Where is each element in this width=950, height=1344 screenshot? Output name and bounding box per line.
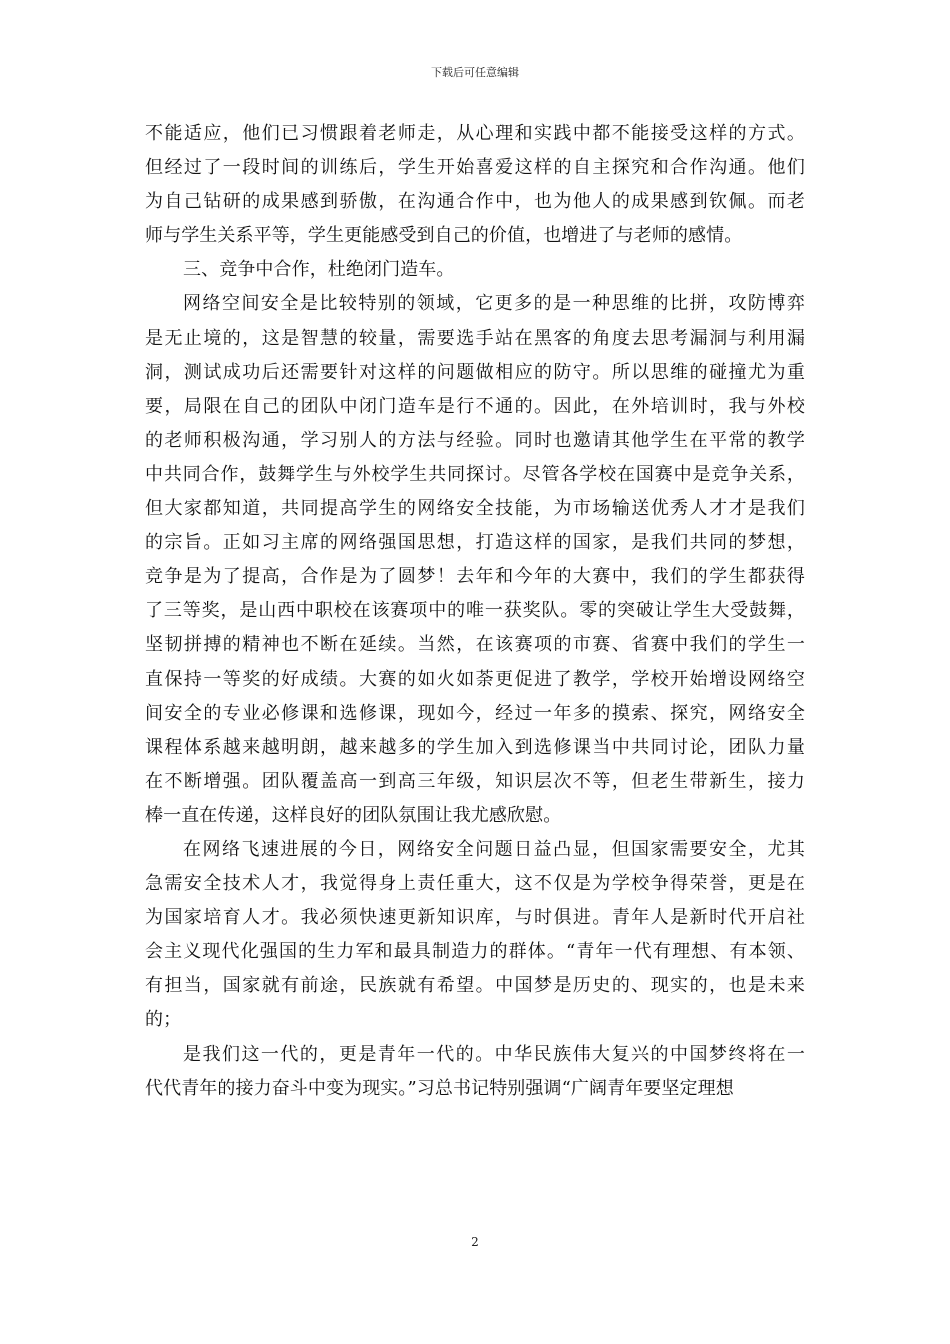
text-line: 的；: [145, 1009, 182, 1031]
text-line: 洞，测试成功后还需要针对这样的问题做相应的防守。所以思维的碰撞尤为重: [145, 361, 805, 383]
text-line: 为国家培育人才。我必须快速更新知识库，与时俱进。青年人是新时代开启社: [145, 907, 805, 929]
text-line: 的宗旨。正如习主席的网络强国思想，打造这样的国家，是我们共同的梦想，: [145, 532, 805, 554]
text-line: 中共同合作，鼓舞学生与外校学生共同探讨。尽管各学校在国赛中是竞争关系，: [145, 463, 805, 485]
text-line: 会主义现代化强国的生力军和最具制造力的群体。“青年一代有理想、有本领、: [145, 941, 805, 963]
text-line: 不能适应，他们已习惯跟着老师走，从心理和实践中都不能接受这样的方式。: [145, 123, 805, 144]
text-line: 但大家都知道，共同提高学生的网络安全技能，为市场输送优秀人才才是我们: [145, 498, 805, 520]
text-line: 直保持一等奖的好成绩。大赛的如火如荼更促进了教学，学校开始增设网络空: [145, 668, 805, 690]
text-line: 代代青年的接力奋斗中变为现实。”习总书记特别强调“广阔青年要坚定理想: [145, 1077, 734, 1099]
text-line: 竞争是为了提高，合作是为了圆梦！去年和今年的大赛中，我们的学生都获得: [145, 566, 805, 588]
page-number: 2: [471, 1235, 479, 1249]
text-line: 课程体系越来越明朗，越来越多的学生加入到选修课当中共同讨论，团队力量: [145, 736, 805, 758]
text-line: 坚韧拼搏的精神也不断在延续。当然，在该赛项的市赛、省赛中我们的学生一: [145, 634, 805, 656]
text-line: 网络空间安全是比较特别的领域，它更多的是一种思维的比拼，攻防博弈: [183, 293, 805, 315]
text-line: 是无止境的，这是智慧的较量，需要选手站在黑客的角度去思考漏洞与利用漏: [145, 327, 805, 349]
text-line: 急需安全技术人才，我觉得身上责任重大，这不仅是为学校争得荣誉，更是在: [145, 873, 805, 895]
text-line: 是我们这一代的，更是青年一代的。中华民族伟大复兴的中国梦终将在一: [183, 1043, 805, 1065]
text-line: 棒一直在传递，这样良好的团队氛围让我尤感欣慰。: [145, 804, 562, 826]
body-text: [145, 117, 805, 1106]
text-line: 但经过了一段时间的训练后，学生开始喜爱这样的自主探究和合作沟通。他们: [145, 157, 805, 179]
text-line: 要，局限在自己的团队中闭门造车是行不通的。因此，在外培训时，我与外校: [145, 395, 805, 417]
text-line: 师与学生关系平等，学生更能感受到自己的价值，也增进了与老师的感情。: [145, 225, 743, 247]
text-line: 在不断增强。团队覆盖高一到高三年级，知识层次不等，但老生带新生，接力: [145, 770, 805, 792]
text-line: 了三等奖，是山西中职校在该赛项中的唯一获奖队。零的突破让学生大受鼓舞，: [145, 600, 805, 622]
page-header: 下载后可任意编辑: [431, 66, 519, 79]
text-line: 有担当，国家就有前途，民族就有希望。中国梦是历史的、现实的，也是未来: [145, 975, 805, 997]
text-line: 三、竞争中合作，杜绝闭门造车。: [183, 259, 455, 281]
text-line: 的老师积极沟通，学习别人的方法与经验。同时也邀请其他学生在平常的教学: [145, 429, 805, 451]
text-line: 在网络飞速进展的今日，网络安全问题日益凸显，但国家需要安全，尤其: [183, 838, 805, 860]
text-line: 间安全的专业必修课和选修课，现如今，经过一年多的摸索、探究，网络安全: [145, 702, 805, 724]
text-line: 为自己钻研的成果感到骄傲，在沟通合作中，也为他人的成果感到钦佩。而老: [145, 191, 805, 213]
